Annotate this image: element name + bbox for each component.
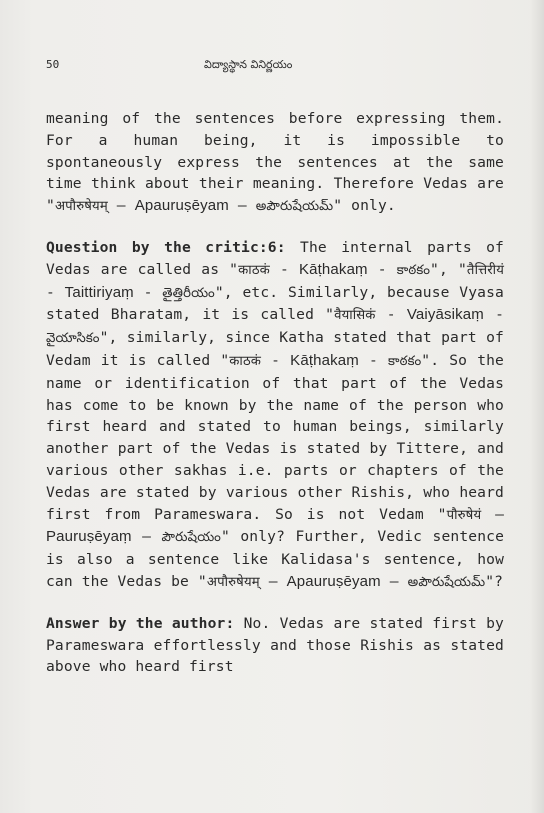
text-segment: The internal parts of Vedas are called as " <box>46 238 504 278</box>
text-segment: ". So the name or identification of that part of the Vedas has come to be known by the name of the person who first heard and stated to human beings, similarly another part of the Vedas is stated by Tittere, and various other sakhas i.e. parts or chapters of the Vedas are stated by various other Rishis, who heard first from Parameswara. So is not Vedam " <box>46 351 504 523</box>
text-segment: meaning of the sentences before expressing them. For a human being, it is impossible to spontaneously express the sentences at the same time think about their meaning. Therefore Vedas are " <box>46 110 504 215</box>
question-heading: Question by the critic:6: <box>46 238 286 256</box>
telugu-term: తైత్తిరీయం <box>162 285 215 301</box>
separator: – <box>259 572 287 590</box>
separator: – <box>481 505 505 523</box>
separator: - <box>133 283 163 301</box>
text-segment: ", similarly, since Katha stated that part of Vedam it is called " <box>46 329 504 369</box>
text-segment: "? <box>485 572 504 590</box>
separator: - <box>367 260 397 278</box>
devanagari-term: काठकं <box>229 353 262 369</box>
separator: – <box>228 197 256 215</box>
transliteration-term: Taittiriyaṃ <box>64 283 134 301</box>
transliteration-term: Kāṭhakaṃ <box>298 260 368 278</box>
devanagari-term: अपौरुषेयम् <box>206 574 260 590</box>
text-segment: ", " <box>430 260 467 278</box>
transliteration-term: Kāṭhakaṃ <box>290 351 359 369</box>
body-text <box>46 108 504 678</box>
transliteration-term: Vaiyāsikaṃ <box>406 306 484 324</box>
telugu-term: వైయాసికం <box>46 331 100 347</box>
telugu-term: కాఠకం <box>396 262 431 278</box>
devanagari-term: तैत्तिरीयं <box>466 262 505 278</box>
telugu-term: అపౌరుషేయమ్ <box>407 574 486 590</box>
paragraph-answer <box>46 613 504 678</box>
text-segment: No. Vedas are stated first by Parameswara effortlessly and those Rishis as stated above who heard first <box>46 614 504 676</box>
devanagari-term: अपौरुषेयम् <box>54 199 108 215</box>
separator: - <box>261 351 291 369</box>
separator: - <box>46 283 65 301</box>
text-segment: " only? Further, Vedic sentence is also a sentence like Kalidasa's sentence, how can the Vedas be " <box>46 528 505 590</box>
separator: – <box>131 528 162 546</box>
telugu-term: అపౌరుషేయమ్ <box>255 199 334 215</box>
separator: – <box>107 197 135 215</box>
telugu-term: కాఠకం <box>388 353 422 369</box>
devanagari-term: काठकं <box>238 262 270 278</box>
text-segment: " only. <box>333 197 396 215</box>
running-title: విద్యాస్థాన వినిర్ణయం <box>204 58 293 71</box>
page-spine-shadow <box>530 0 544 813</box>
devanagari-term: वैयासिकं <box>334 308 376 324</box>
paragraph-question <box>46 237 504 594</box>
separator: - <box>375 306 407 324</box>
transliteration-term: Apauruṣēyam <box>134 197 229 215</box>
transliteration-term: Apauruṣēyam <box>286 572 381 590</box>
text-segment: ", etc. Similarly, because Vyasa stated Bharatam, it is called " <box>46 283 504 324</box>
devanagari-term: पौरुषेयं <box>446 507 482 523</box>
separator: - <box>483 306 505 324</box>
transliteration-term: Pauruṣēyaṃ <box>46 528 132 546</box>
separator: – <box>380 572 408 590</box>
page-number: 50 <box>46 58 60 71</box>
telugu-term: పౌరుషేయం <box>161 530 221 546</box>
answer-heading: Answer by the author: <box>46 614 235 632</box>
paragraph-meaning <box>46 108 504 218</box>
page-header <box>46 58 498 76</box>
separator: - <box>269 260 299 278</box>
separator: - <box>358 351 389 369</box>
